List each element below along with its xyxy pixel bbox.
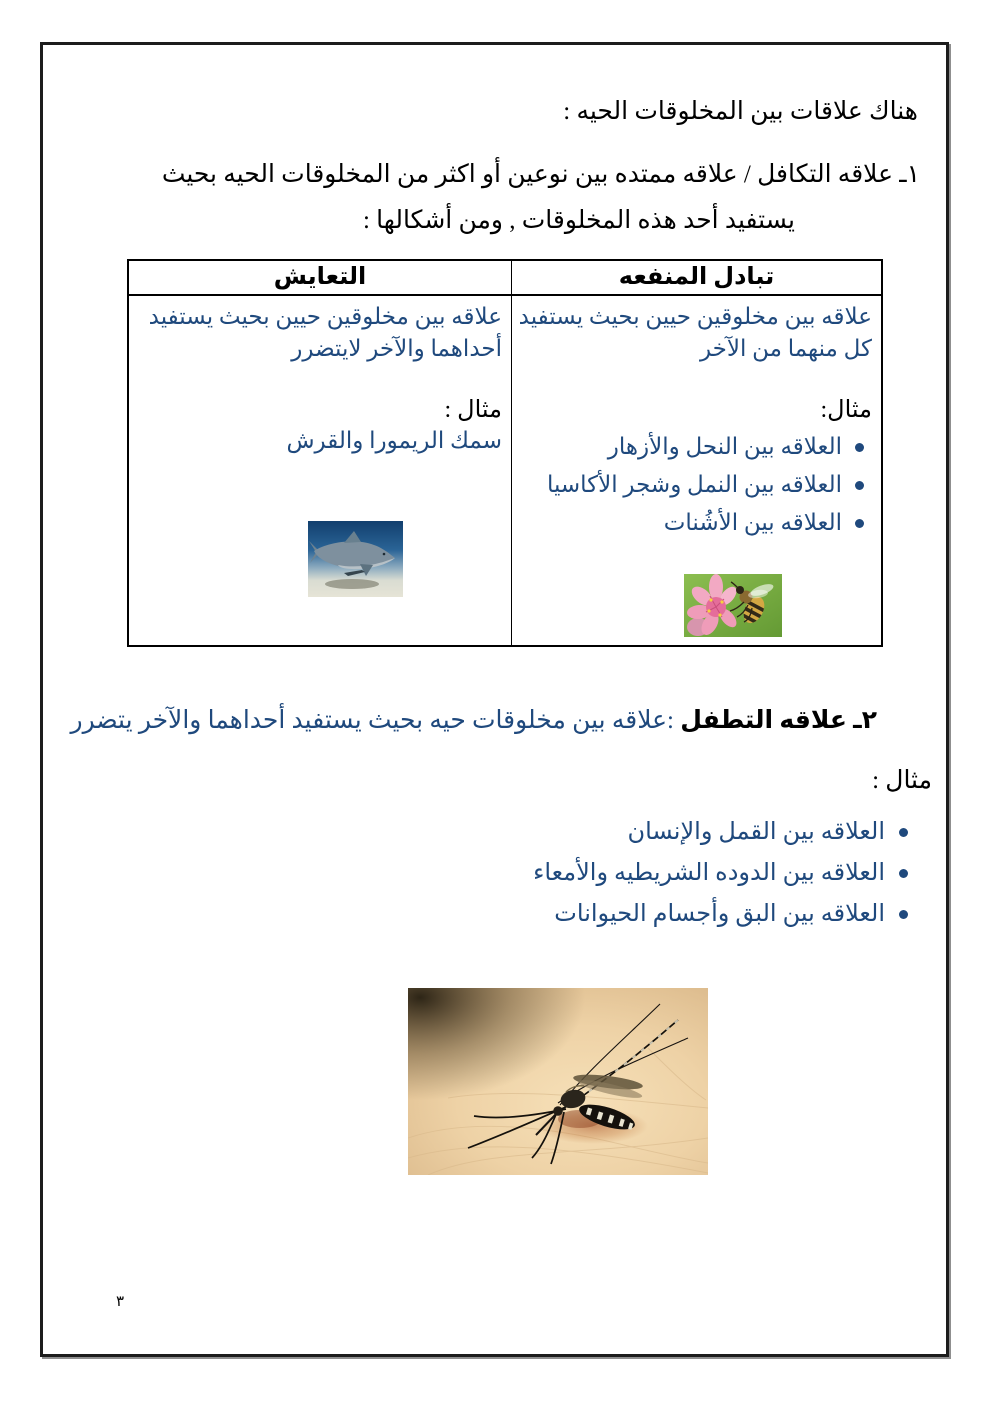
section2-heading-bold: ٢ـ علاقه التطفل	[674, 707, 877, 734]
bullet-icon	[855, 481, 864, 490]
mutual-benefit-example-list	[518, 428, 872, 542]
list-item	[518, 466, 864, 504]
list-item	[518, 428, 864, 466]
list-item-text: العلاقه بين النحل والأزهار	[607, 434, 842, 459]
list-item-text: العلاقه بين البق وأجسام الحيوانات	[554, 901, 885, 927]
list-item	[518, 504, 864, 542]
table-header-mutual-benefit: تبادل المنفعه	[511, 261, 881, 294]
mosquito-on-skin-photo	[408, 988, 708, 1175]
list-item-text: العلاقه بين النمل وشجر الأكاسيا	[546, 472, 842, 497]
symbiosis-table-header-row	[129, 261, 881, 296]
section2-heading	[71, 705, 877, 735]
mutual-benefit-description: علاقه بين مخلوقين حيين بحيث يستفيد كل منهما من الآخر	[518, 304, 872, 361]
commensalism-example-text: سمك الريمورا والقرش	[286, 428, 502, 453]
list-item	[533, 894, 908, 935]
bullet-icon	[855, 519, 864, 528]
shark-with-remora-photo	[308, 521, 403, 597]
commensalism-example-label: مثال :	[444, 397, 502, 423]
list-item-text: العلاقه بين الدوده الشريطيه والأمعاء	[533, 860, 885, 886]
list-item	[533, 812, 908, 853]
bullet-icon	[899, 910, 908, 919]
section2-example-list	[533, 812, 908, 935]
bullet-icon	[899, 869, 908, 878]
section2-heading-rest: :علاقه بين مخلوقات حيه بحيث يستفيد أحداهما والآخر يتضرر	[70, 707, 675, 734]
bullet-icon	[899, 828, 908, 837]
commensalism-description: علاقه بين مخلوقين حيين بحيث يستفيد أحداهما والآخر لايتضرر	[148, 304, 502, 361]
bullet-icon	[855, 443, 864, 452]
symbiosis-table	[127, 259, 883, 647]
section2-example-label: مثال :	[872, 767, 932, 794]
section1-heading-line2: يستفيد أحد هذه المخلوقات , ومن أشكالها :	[362, 207, 795, 234]
mutual-benefit-example-label: مثال:	[820, 397, 872, 423]
list-item-text: العلاقه بين القمل والإنسان	[627, 819, 885, 845]
intro-title: هناك علاقات بين المخلوقات الحيه :	[563, 98, 918, 125]
bee-on-flower-photo	[684, 574, 782, 637]
table-header-commensalism: التعايش	[273, 264, 367, 290]
list-item	[533, 853, 908, 894]
list-item-text: العلاقه بين الأشُنات	[663, 510, 842, 535]
section1-heading-line1: ١ـ علاقه التكافل / علاقه ممتده بين نوعين أو اكثر من المخلوقات الحيه بحيث	[161, 161, 920, 188]
page-number: ٣	[116, 1294, 125, 1310]
